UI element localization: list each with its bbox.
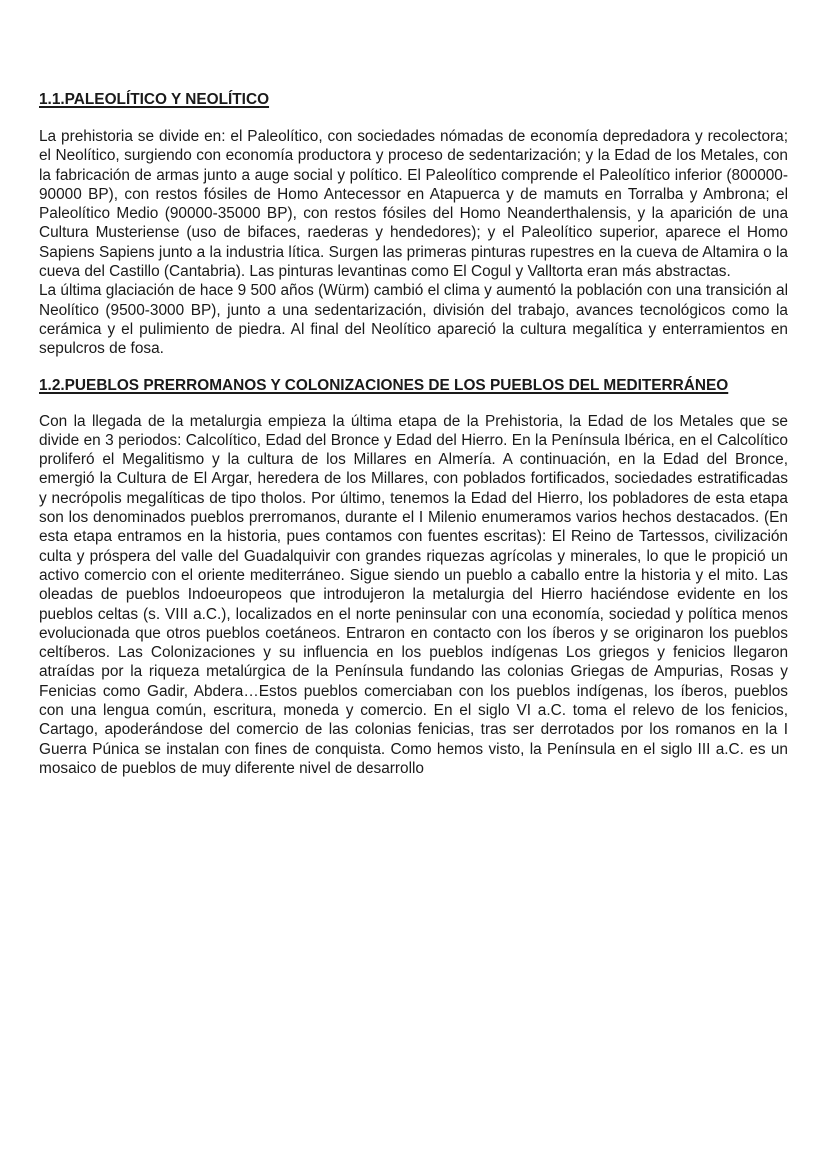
- section-pueblos-prerromanos: [39, 376, 788, 779]
- document-page: [39, 90, 788, 778]
- section-heading: 1.1.PALEOLÍTICO Y NEOLÍTICO: [39, 91, 270, 108]
- section-paleolitico-neolitico: [39, 90, 788, 359]
- section-paragraph: La prehistoria se divide en: el Paleolítico, con sociedades nómadas de economía depredadora y recolectora; el Neolítico, surgiendo con economía productora y proceso de sedentarización; y la Edad de los Metales, con la fabricación de armas junto a auge social y político. El Paleolítico comprende el Paleolítico inferior (800000-90000 BP), con restos fósiles de Homo Antecessor en Atapuerca y de mamuts en Torralba y Ambrona; el Paleolítico Medio (90000-35000 BP), con restos fósiles del Homo Neanderthalensis, y la aparición de una Cultura Musteriense (uso de bifaces, raederas y hendedores); y el Paleolítico superior, aparece el Homo Sapiens Sapiens junto a la industria lítica. Surgen las primeras pinturas rupestres en la cueva de Altamira o la cueva del Castillo (Cantabria). Las pinturas levantinas como El Cogul y Valltorta eran más abstractas.: [39, 128, 788, 281]
- section-heading: 1.2.PUEBLOS PRERROMANOS Y COLONIZACIONES DE LOS PUEBLOS DEL MEDITERRÁNEO: [39, 376, 729, 394]
- section-paragraph: La última glaciación de hace 9 500 años (Würm) cambió el clima y aumentó la población con una transición al Neolítico (9500-3000 BP), junto a una sedentarización, división del trabajo, avances tecnológicos como la cerámica y el pulimiento de piedra. Al final del Neolítico apareció la cultura megalítica y enterramientos en sepulcros de fosa.: [39, 282, 788, 358]
- section-paragraph: Con la llegada de la metalurgia empieza la última etapa de la Prehistoria, la Edad de los Metales que se divide en 3 periodos: Calcolítico, Edad del Bronce y Edad del Hierro. En la Península Ibérica, en el Calcolítico proliferó el Megalitismo y la cultura de los Millares en Almería. A continuación, en la Edad del Bronce, emergió la Cultura de El Argar, heredera de los Millares, con poblados fortificados, sociedades estratificadas y necrópolis megalíticas de tipo tholos. Por último, tenemos la Edad del Hierro, los pobladores de esta etapa son los denominados pueblos prerromanos, durante el I Milenio enumeramos varios hechos destacados. (En esta etapa entramos en la historia, pues contamos con fuentes escritas): El Reino de Tartessos, civilización culta y próspera del valle del Guadalquivir con grandes riquezas agrícolas y minerales, lo que le propició un activo comercio con el oriente mediterráneo. Sigue siendo un pueblo a caballo entre la historia y el mito. Las oleadas de pueblos Indoeuropeos que introdujeron la metalurgia del Hierro haciéndose evidente en los pueblos celtas (s. VIII a.C.), localizados en el norte peninsular con una economía, sociedad y política menos evolucionada que otros pueblos coetáneos. Entraron en contacto con los íberos y se originaron los pueblos celtíberos. Las Colonizaciones y su influencia en los pueblos indígenas Los griegos y fenicios llegaron atraídas por la riqueza metalúrgica de la Península fundando las colonias Griegas de Ampurias, Rosas y Fenicias como Gadir, Abdera…Estos pueblos comerciaban con los pueblos indígenas, los íberos, pueblos con una lengua común, escritura, moneda y comercio. En el siglo VI a.C. toma el relevo de los fenicios, Cartago, apoderándose del comercio de las colonias fenicias, tras ser derrotados por los romanos en la I Guerra Púnica se instalan con fines de conquista. Como hemos visto, la Península en el siglo III a.C. es un mosaico de pueblos de muy diferente nivel de desarrollo: [39, 412, 788, 777]
